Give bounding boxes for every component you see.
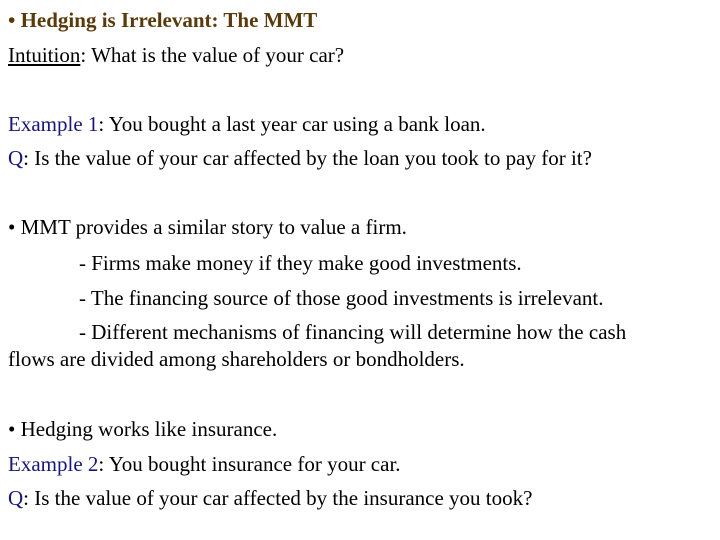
example1-colon: : bbox=[98, 112, 105, 136]
intuition-colon: : bbox=[80, 43, 87, 67]
mmt-item-3: - Different mechanisms of financing will determine how the cash bbox=[79, 320, 627, 344]
question2-label: Q bbox=[8, 486, 24, 510]
intuition-label: Intuition bbox=[8, 43, 81, 67]
mmt-item-2: - The financing source of those good investments is irrelevant. bbox=[79, 286, 604, 310]
question1-line bbox=[8, 145, 592, 171]
slide-title: • Hedging is Irrelevant: The MMT bbox=[8, 8, 318, 32]
mmt-bullet: • MMT provides a similar story to value a firm. bbox=[8, 215, 407, 239]
mmt-item-1: - Firms make money if they make good investments. bbox=[79, 251, 522, 275]
intuition-line bbox=[8, 42, 344, 68]
question2-text: Is the value of your car affected by the insurance you took? bbox=[34, 486, 533, 510]
hedging-bullet: • Hedging works like insurance. bbox=[8, 417, 278, 441]
example2-label: Example 2 bbox=[8, 452, 99, 476]
example2-line bbox=[8, 451, 401, 477]
example1-label: Example 1 bbox=[8, 112, 99, 136]
mmt-item-3-continuation: flows are divided among shareholders or bondholders. bbox=[8, 347, 465, 371]
intuition-text: What is the value of your car? bbox=[91, 43, 345, 67]
question1-colon: : bbox=[23, 146, 30, 170]
example2-text: You bought insurance for your car. bbox=[108, 452, 401, 476]
example2-colon: : bbox=[98, 452, 105, 476]
example1-text: You bought a last year car using a bank loan. bbox=[108, 112, 486, 136]
question1-label: Q bbox=[8, 146, 24, 170]
question2-colon: : bbox=[23, 486, 30, 510]
question2-line bbox=[8, 485, 532, 511]
example1-line bbox=[8, 111, 486, 137]
question1-text: Is the value of your car affected by the loan you took to pay for it? bbox=[34, 146, 592, 170]
